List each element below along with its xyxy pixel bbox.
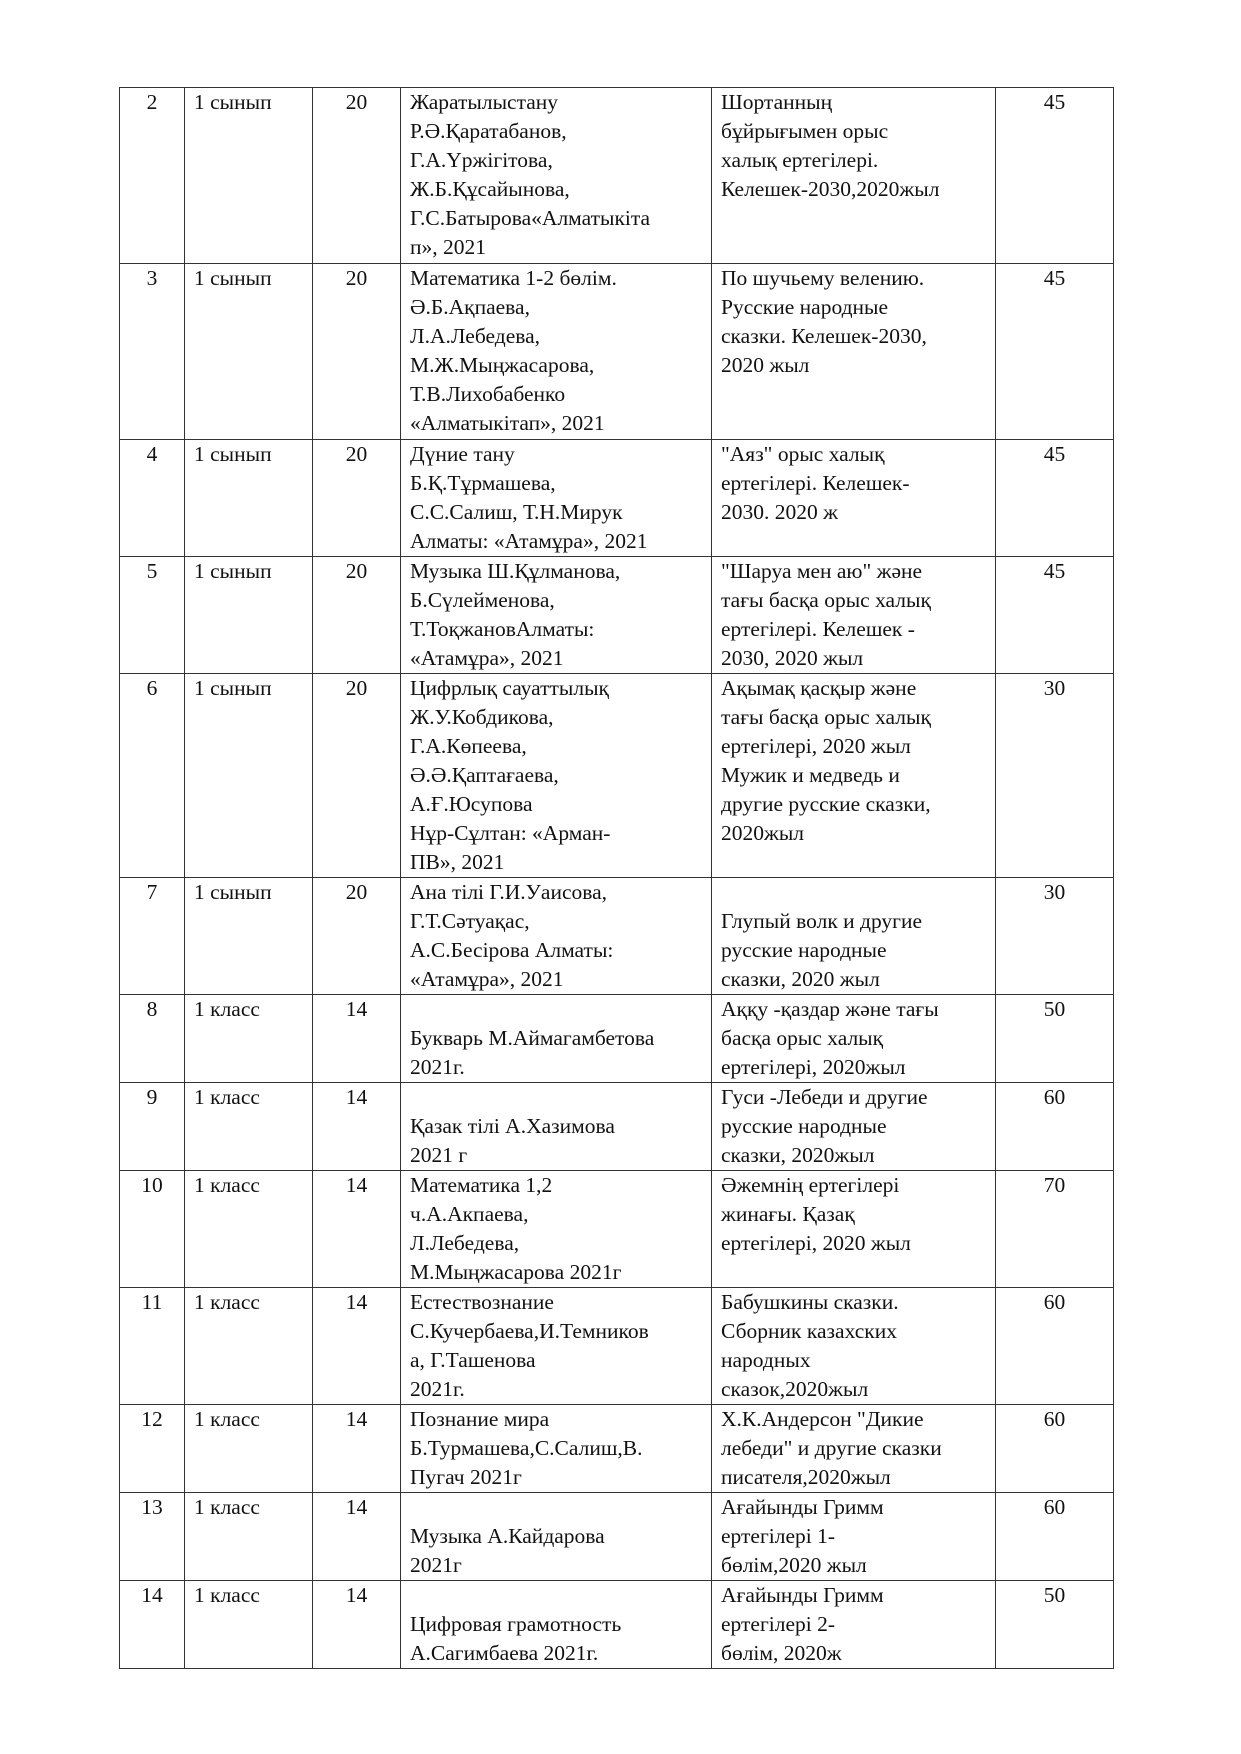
table-row xyxy=(120,88,1114,264)
student-count: 14 xyxy=(313,1581,401,1669)
grade-cell: 1 класс xyxy=(185,995,313,1083)
textbook-cell: Музыка Ш.Құлманова, Б.Сүлейменова, Т.ТоқжановАлматы: «Атамұра», 2021 xyxy=(401,557,712,674)
fairy-tale-book-cell: Глупый волк и другие русские народные сказки, 2020 жыл xyxy=(712,878,996,995)
table-body xyxy=(120,88,1114,1669)
fairy-tale-book-cell: Х.К.Андерсон "Дикие лебеди" и другие сказки писателя,2020жыл xyxy=(712,1405,996,1493)
row-number: 9 xyxy=(120,1083,185,1171)
textbook-cell: Қазак тілі А.Хазимова 2021 г xyxy=(401,1083,712,1171)
table-row xyxy=(120,264,1114,440)
table-row xyxy=(120,1288,1114,1405)
table-row xyxy=(120,440,1114,557)
fairy-tale-book-cell: Гуси -Лебеди и другие русские народные сказки, 2020жыл xyxy=(712,1083,996,1171)
student-count: 20 xyxy=(313,264,401,440)
table-row xyxy=(120,674,1114,878)
grade-cell: 1 сынып xyxy=(185,878,313,995)
book-table xyxy=(119,87,1114,1669)
quantity-cell: 50 xyxy=(996,1581,1114,1669)
fairy-tale-book-cell: Аққу -қаздар және тағы басқа орыс халық ертегілері, 2020жыл xyxy=(712,995,996,1083)
row-number: 4 xyxy=(120,440,185,557)
fairy-tale-book-cell: Шортанның бұйрығымен орыс халық ертегілері. Келешек-2030,2020жыл xyxy=(712,88,996,264)
quantity-cell: 60 xyxy=(996,1493,1114,1581)
table-row xyxy=(120,1405,1114,1493)
textbook-cell: Познание мира Б.Турмашева,С.Салиш,В. Пугач 2021г xyxy=(401,1405,712,1493)
row-number: 5 xyxy=(120,557,185,674)
row-number: 7 xyxy=(120,878,185,995)
quantity-cell: 45 xyxy=(996,440,1114,557)
grade-cell: 1 сынып xyxy=(185,440,313,557)
quantity-cell: 50 xyxy=(996,995,1114,1083)
student-count: 14 xyxy=(313,1083,401,1171)
grade-cell: 1 класс xyxy=(185,1288,313,1405)
textbook-cell: Букварь М.Аймагамбетова 2021г. xyxy=(401,995,712,1083)
fairy-tale-book-cell: Ағайынды Гримм ертегілері 2- бөлім, 2020ж xyxy=(712,1581,996,1669)
textbook-cell: Дүние тану Б.Қ.Тұрмашева, С.С.Салиш, Т.Н.Мирук Алматы: «Атамұра», 2021 xyxy=(401,440,712,557)
grade-cell: 1 сынып xyxy=(185,88,313,264)
table-row xyxy=(120,1171,1114,1288)
row-number: 2 xyxy=(120,88,185,264)
table-row xyxy=(120,1493,1114,1581)
grade-cell: 1 сынып xyxy=(185,264,313,440)
table-row xyxy=(120,557,1114,674)
student-count: 20 xyxy=(313,878,401,995)
student-count: 20 xyxy=(313,88,401,264)
student-count: 14 xyxy=(313,1493,401,1581)
quantity-cell: 45 xyxy=(996,557,1114,674)
fairy-tale-book-cell: По шучьему велению. Русские народные сказки. Келешек-2030, 2020 жыл xyxy=(712,264,996,440)
quantity-cell: 70 xyxy=(996,1171,1114,1288)
row-number: 3 xyxy=(120,264,185,440)
quantity-cell: 60 xyxy=(996,1405,1114,1493)
row-number: 11 xyxy=(120,1288,185,1405)
student-count: 20 xyxy=(313,440,401,557)
quantity-cell: 30 xyxy=(996,878,1114,995)
student-count: 14 xyxy=(313,995,401,1083)
grade-cell: 1 класс xyxy=(185,1083,313,1171)
grade-cell: 1 класс xyxy=(185,1405,313,1493)
grade-cell: 1 класс xyxy=(185,1171,313,1288)
student-count: 14 xyxy=(313,1288,401,1405)
fairy-tale-book-cell: "Аяз" орыс халық ертегілері. Келешек- 2030. 2020 ж xyxy=(712,440,996,557)
grade-cell: 1 класс xyxy=(185,1581,313,1669)
fairy-tale-book-cell: Әжемнің ертегілері жинағы. Қазақ ертегілері, 2020 жыл xyxy=(712,1171,996,1288)
row-number: 8 xyxy=(120,995,185,1083)
student-count: 20 xyxy=(313,674,401,878)
row-number: 10 xyxy=(120,1171,185,1288)
quantity-cell: 45 xyxy=(996,88,1114,264)
row-number: 6 xyxy=(120,674,185,878)
table-row xyxy=(120,1581,1114,1669)
row-number: 14 xyxy=(120,1581,185,1669)
quantity-cell: 60 xyxy=(996,1083,1114,1171)
student-count: 20 xyxy=(313,557,401,674)
grade-cell: 1 сынып xyxy=(185,674,313,878)
student-count: 14 xyxy=(313,1171,401,1288)
quantity-cell: 30 xyxy=(996,674,1114,878)
textbook-cell: Естествознание С.Кучербаева,И.Темников а, Г.Ташенова 2021г. xyxy=(401,1288,712,1405)
textbook-cell: Математика 1,2 ч.А.Акпаева, Л.Лебедева, М.Мыңжасарова 2021г xyxy=(401,1171,712,1288)
table-row xyxy=(120,878,1114,995)
student-count: 14 xyxy=(313,1405,401,1493)
textbook-cell: Цифрлық сауаттылық Ж.У.Кобдикова, Г.А.Көпеева, Ә.Ә.Қаптағаева, А.Ғ.Юсупова Нұр-Сұлтан: «Арман- ПВ», 2021 xyxy=(401,674,712,878)
textbook-cell: Цифровая грамотность А.Сагимбаева 2021г. xyxy=(401,1581,712,1669)
row-number: 13 xyxy=(120,1493,185,1581)
fairy-tale-book-cell: "Шаруа мен аю" және тағы басқа орыс халық ертегілері. Келешек - 2030, 2020 жыл xyxy=(712,557,996,674)
grade-cell: 1 класс xyxy=(185,1493,313,1581)
textbook-cell: Ана тілі Г.И.Уаисова, Г.Т.Сәтуақас, А.С.Бесірова Алматы: «Атамұра», 2021 xyxy=(401,878,712,995)
fairy-tale-book-cell: Ағайынды Гримм ертегілері 1- бөлім,2020 жыл xyxy=(712,1493,996,1581)
fairy-tale-book-cell: Бабушкины сказки. Сборник казахских народных сказок,2020жыл xyxy=(712,1288,996,1405)
table-row xyxy=(120,995,1114,1083)
textbook-cell: Музыка А.Кайдарова 2021г xyxy=(401,1493,712,1581)
row-number: 12 xyxy=(120,1405,185,1493)
fairy-tale-book-cell: Ақымақ қасқыр және тағы басқа орыс халық ертегілері, 2020 жыл Мужик и медведь и другие русские сказки, 2020жыл xyxy=(712,674,996,878)
quantity-cell: 45 xyxy=(996,264,1114,440)
table-row xyxy=(120,1083,1114,1171)
textbook-cell: Жаратылыстану Р.Ә.Қаратабанов, Г.А.Үржігітова, Ж.Б.Құсайынова, Г.С.Батырова«Алматыкіта п», 2021 xyxy=(401,88,712,264)
quantity-cell: 60 xyxy=(996,1288,1114,1405)
grade-cell: 1 сынып xyxy=(185,557,313,674)
textbook-cell: Математика 1-2 бөлім. Ә.Б.Ақпаева, Л.А.Лебедева, М.Ж.Мыңжасарова, Т.В.Лихобабенко «Алматыкітап», 2021 xyxy=(401,264,712,440)
